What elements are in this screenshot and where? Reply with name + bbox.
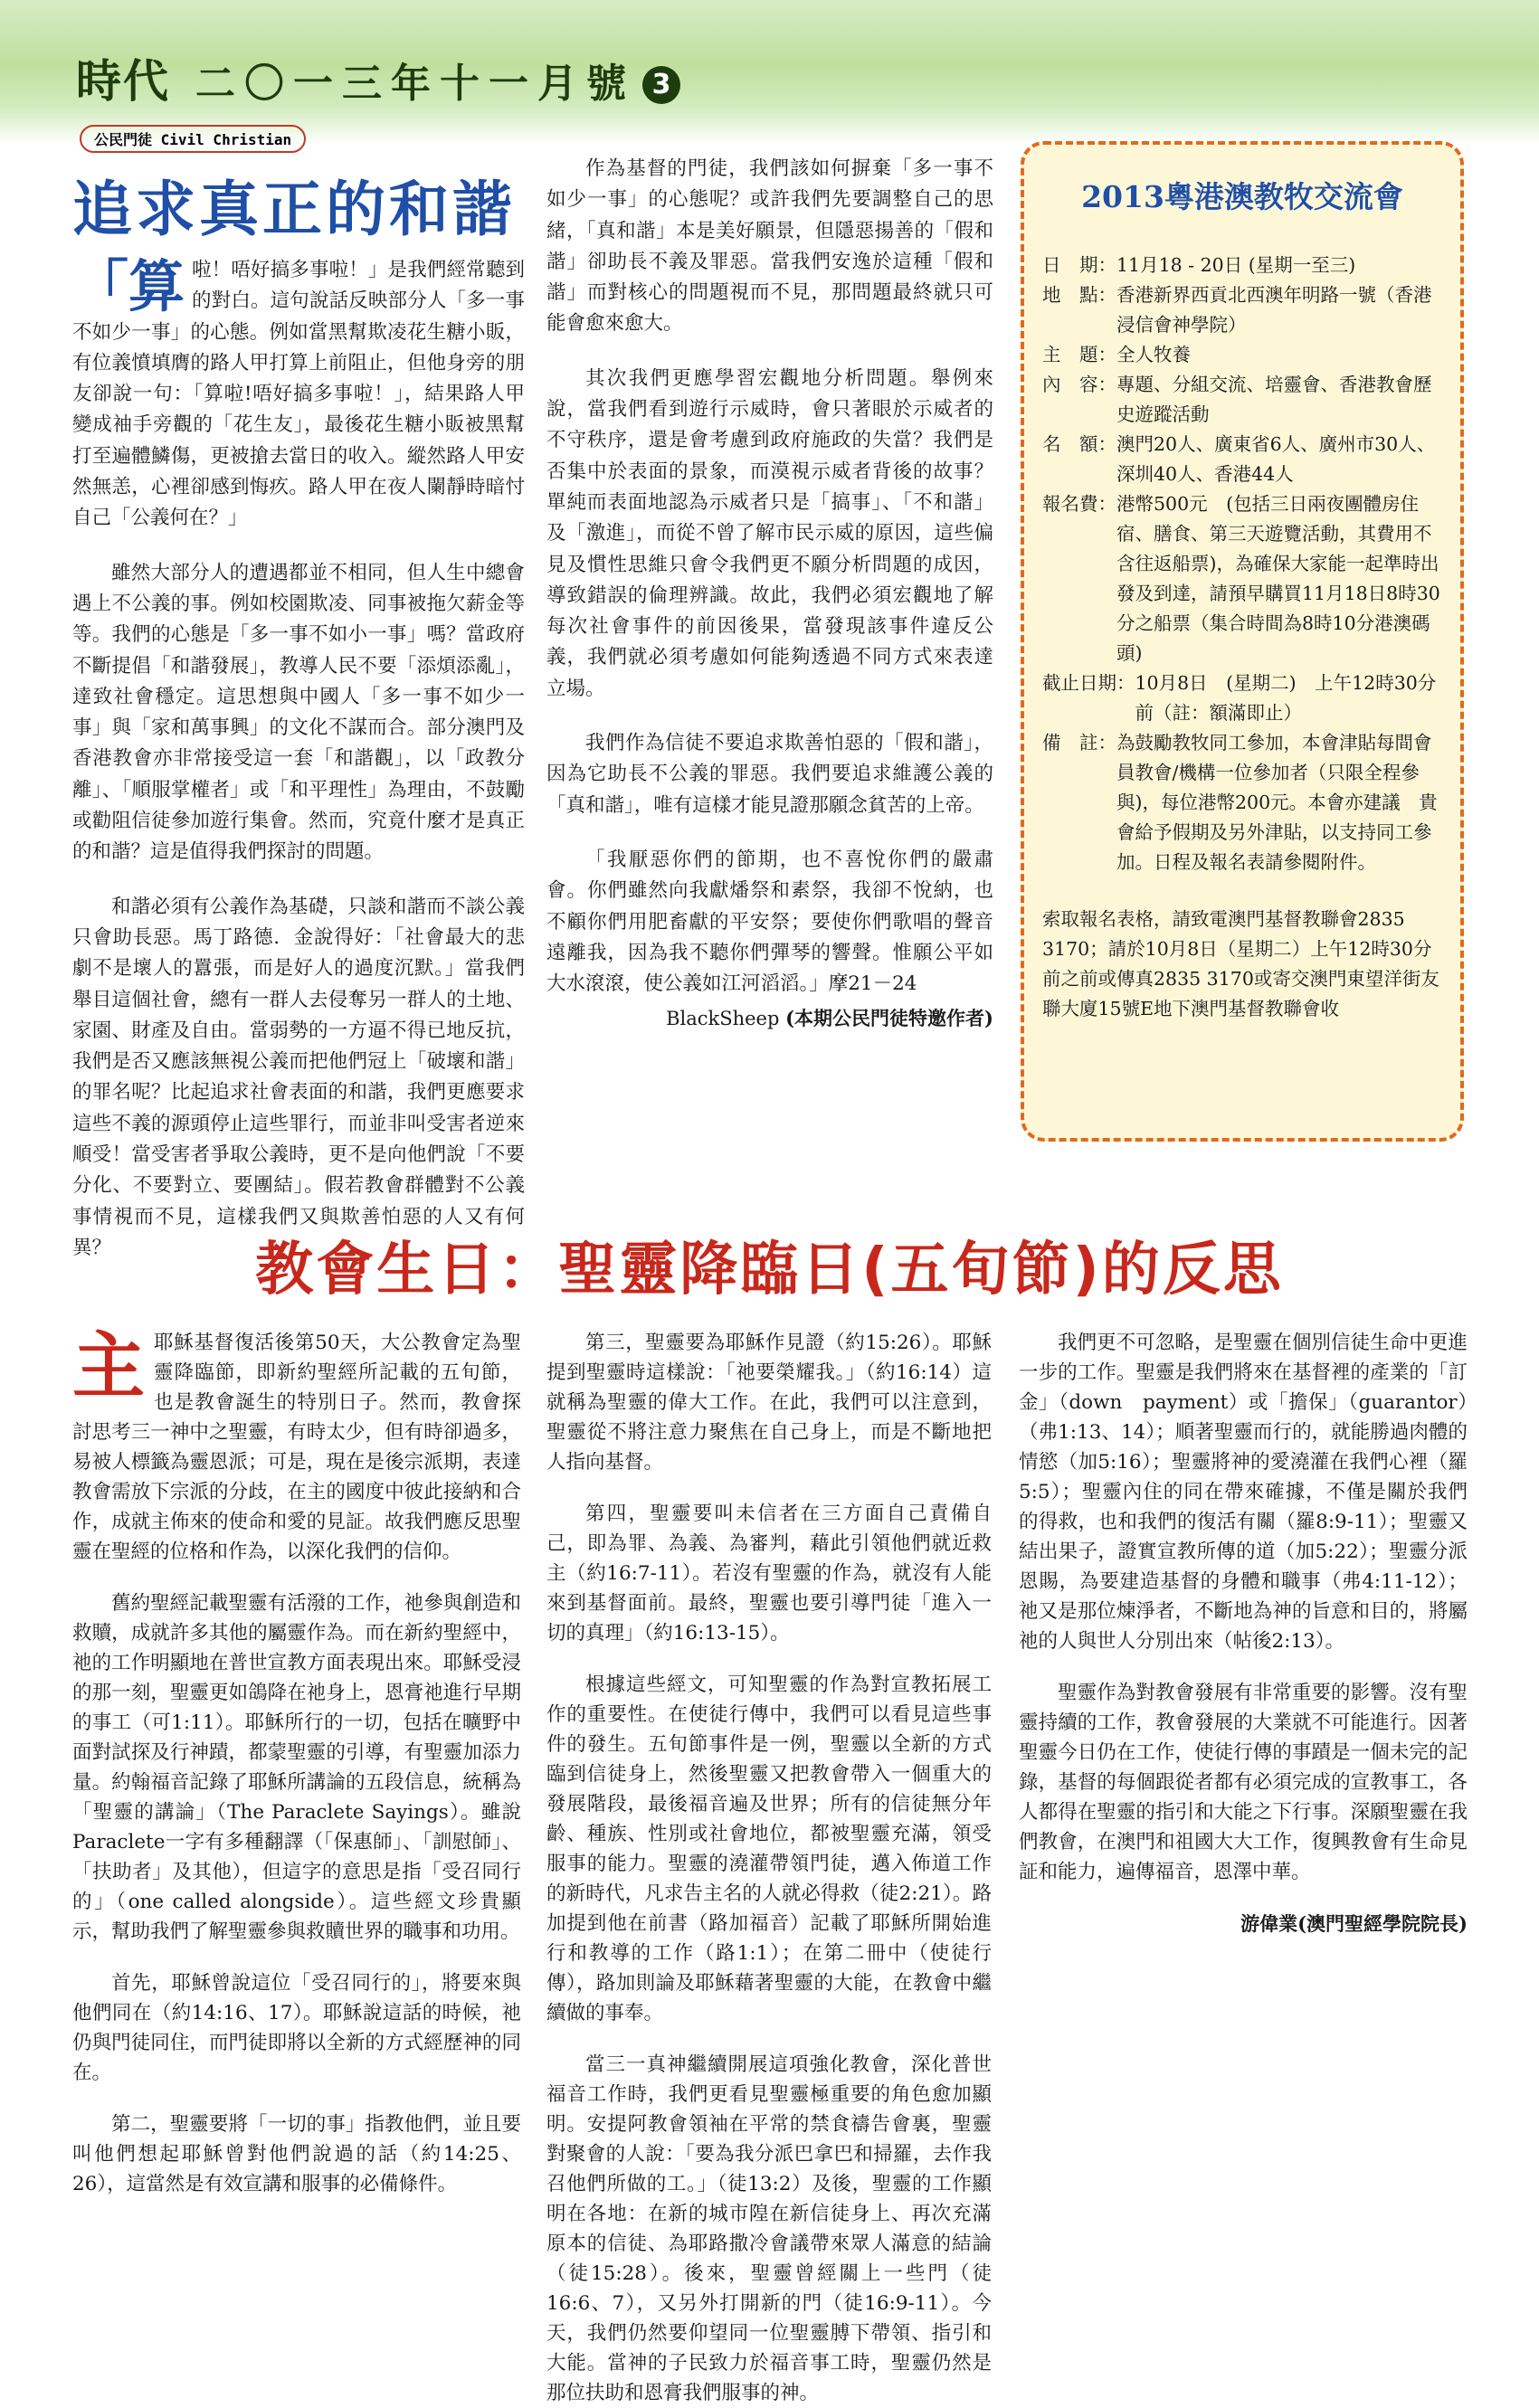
article1-paragraph: 作為基督的門徒，我們該如何摒棄「多一事不如少一事」的心態呢？或許我們先要調整自己的思緒，「真和諧」本是美好願景，但隱惡揚善的「假和諧」卻助長不義及罪惡。當我們安逸於這種「假和諧」而對核心的問題視而不見，那問題最終就只可能會愈來愈大。 (546, 157, 993, 336)
event-row-value: 香港新界西貢北西澳年明路一號（香港浸信會神學院） (1116, 284, 1432, 336)
event-info-box (1021, 141, 1464, 1142)
article1-paragraph: 我們作為信徒不要追求欺善怕惡的「假和諧」，因為它助長不公義的罪惡。我們要追求維護公義的「真和諧」，唯有這樣才能見證那願念貧苦的上帝。 (546, 732, 993, 817)
event-venue-row (1042, 280, 1442, 340)
article1-column-1 (72, 253, 525, 1259)
article2-column-2 (546, 1328, 992, 2404)
column-tag: 公民門徒 Civil Christian (80, 125, 306, 153)
event-quota-row (1042, 430, 1442, 489)
event-row-label: 內 容： (1042, 374, 1116, 395)
event-content-row (1042, 370, 1442, 430)
event-row-value: 專題、分組交流、培靈會、香港教會歷史遊蹤活動 (1116, 374, 1432, 425)
event-row-value: 澳門20人、廣東省6人、廣州市30人、深圳40人、香港44人 (1116, 433, 1436, 485)
article2-paragraph: 當三一真神繼續開展這項強化教會，深化普世福音工作時，我們更看見聖靈極重要的角色愈加顯明。安提阿教會領袖在平常的禁食禱告會裏，聖靈對聚會的人說：「要為我分派巴拿巴和掃羅，去作我召他們所做的工。」（徒13:2）及後，聖靈的工作顯明在各地：在新的城市隍在新信徒身上、再次充滿原本的信徒、為耶路撒冷會議帶來眾人滿意的結論（徒15:28）。後來，聖靈曾經關上一些門（徒16:6、7），又另外打開新的門（徒16:9-11）。今天，我們仍然要仰望同一位聖靈膊下帶領、指引和大能。當神的子民致力於福音事工時，聖靈仍然是那位扶助和恩膏我們服事的神。 (546, 2053, 992, 2404)
article2-author: 游偉業 (1240, 1912, 1298, 1935)
article1-column-2 (546, 154, 993, 1214)
event-row-value: 11月18 - 20日 (星期一至三) (1116, 254, 1356, 276)
event-row-label: 日 期： (1042, 254, 1116, 276)
event-row-value: 港幣500元 (包括三日兩夜團體房住宿、膳食、第三天遊覽活動，其費用不含往返船票)，為確保大家能一起準時出發及到達，請預早購買11月18日8時30分之船票（集合時間為8時10分港澳碼頭) (1116, 493, 1440, 664)
article1-paragraph: 啦！唔好搞多事啦！」是我們經常聽到的對白。這句說話反映部分人「多一事不如少一事」的心態。例如當黑幫欺凌花生糖小販，有位義憤填膺的路人甲打算上前阻止，但他身旁的朋友卻說一句：「算啦!唔好搞多事啦！」，結果路人甲變成袖手旁觀的「花生友」，最後花生糖小販被黑幫打至遍體鱗傷，更被搶去當日的收入。縱然路人甲安然無恙，心裡卻感到悔疚。路人甲在夜人闌靜時暗忖自己「公義何在？」 (72, 259, 525, 530)
article1-author: BlackSheep (666, 1008, 780, 1030)
article1-title: 追求真正的和諧 (72, 175, 516, 244)
article2-paragraph: 第四，聖靈要叫未信者在三方面自己責備自己，即為罪、為義、為審判，藉此引領他們就近救主（約16:7-11）。若沒有聖靈的作為，就沒有人能來到基督面前。最終，聖靈也要引導門徒「進入一切的真理」（約16:13-15）。 (546, 1503, 992, 1645)
article2-title: 教會生日：聖靈降臨日(五旬節)的反思 (255, 1237, 1284, 1304)
event-fee-row (1042, 489, 1442, 668)
event-row-label: 主 題： (1042, 344, 1116, 365)
event-deadline-row (1042, 668, 1442, 728)
event-row-label: 名 額： (1042, 433, 1116, 455)
article1-quote: 「我厭惡你們的節期，也不喜悅你們的嚴肅會。你們雖然向我獻燔祭和素祭，我卻不悅納，也不顧你們用肥畜獻的平安祭；要使你們歌唱的聲音遠離我，因為我不聽你們彈琴的響聲。惟願公平如大水滾滾，使公義如江河滔滔。」摩21－24 (546, 848, 993, 996)
event-remarks-row (1042, 728, 1442, 877)
event-row-label: 地 點： (1042, 284, 1116, 306)
article2-paragraph: 聖靈作為對教會發展有非常重要的影響。沒有聖靈持續的工作，教會發展的大業就不可能進行。因著聖靈今日仍在工作，使徒行傳的事蹟是一個未完的記錄，基督的每個跟從者都有必須完成的宣教事工，各人都得在聖靈的指引和大能之下行事。深願聖靈在我們教會，在澳門和祖國大大工作，復興教會有生命見証和能力，遍傳福音，恩澤中華。 (1019, 1682, 1468, 1883)
article1-byline (546, 1003, 993, 1034)
event-row-label: 備 註： (1042, 732, 1116, 754)
article2-paragraph: 第三，聖靈要為耶穌作見證（約15:26）。耶穌提到聖靈時這樣說：「祂要榮耀我。」（約16:14）這就稱為聖靈的偉大工作。在此，我們可以注意到，聖靈從不將注意力聚焦在自己身上，而是不斷地把人指向基督。 (546, 1332, 992, 1474)
event-contact-info: 索取報名表格，請致電澳門基督教聯會2835 3170；請於10月8日（星期二）上午12時30分前之前或傳真2835 3170或寄交澳門東望洋街友聯大廈15號E地下澳門基督教聯會收 (1042, 908, 1439, 1019)
article2-column-1 (72, 1323, 521, 2287)
article2-paragraph: 第二，聖靈要將「一切的事」指教他們，並且要叫他們想起耶穌曾對他們說過的話（約14:25、26），這當然是有效宣講和服事的必備條件。 (72, 2113, 521, 2195)
article2-paragraph: 根據這些經文，可知聖靈的作為對宣教拓展工作的重要性。在使徒行傳中，我們可以看見這些事件的發生。五旬節事件是一例，聖靈以全新的方式臨到信徒身上，然後聖靈又把教會帶入一個重大的發展階段，最後福音遍及世界；所有的信徒無分年齡、種族、性別或社會地位，都被聖靈充滿，領受服事的能力。聖靈的澆灌帶領門徒，邁入佈道工作的新時代，凡求告主名的人就必得救（徒2:21）。路加提到他在前書（路加福音）記載了耶穌所開始進行和教導的工作（路1:1）；在第二冊中（使徒行傳），路加則論及耶穌藉著聖靈的大能，在教會中繼續做的事奉。 (546, 1673, 992, 2024)
article2-paragraph: 耶穌基督復活後第50天，大公教會定為聖靈降臨節，即新約聖經所記載的五旬節，也是教會誕生的特別日子。然而，教會探討思考三一神中之聖靈，有時太少，但有時卻過多，易被人標籤為靈恩派；可是，現在是後宗派期，表達教會需放下宗派的分歧，在主的國度中彼此接納和合作，成就主佈來的使命和愛的見証。故我們應反思聖靈在聖經的位格和作為，以深化我們的信仰。 (72, 1332, 521, 1563)
issue-date: 二〇一三年十一月號 (195, 61, 635, 107)
masthead (76, 45, 680, 110)
article2-paragraph: 我們更不可忽略，是聖靈在個別信徒生命中更進一步的工作。聖靈是我們將來在基督裡的產業的「訂金」（down payment）或「擔保」（guarantor）（弗1:13、14）；順著聖靈而行的，就能勝過肉體的情慾（加5:16）；聖靈將神的愛澆灌在我們心裡（羅5:5）；聖靈內住的同在帶來確據，不僅是關於我們的得救，也和我們的復活有關（羅8:9-11）；聖靈又結出果子，證實宣教所傳的道（加5:22）；聖靈分派恩賜，為要建造基督的身體和職事（弗4:11-12）；祂又是那位煉淨者，不斷地為神的旨意和目的，將屬祂的人與世人分別出來（帖後2:13）。 (1019, 1332, 1468, 1653)
article1-dropcap: 「算 (72, 253, 185, 319)
article1-paragraph: 和諧必須有公義作為基礎，只談和諧而不談公義只會助長惡。馬丁路德．金說得好：「社會最大的悲劇不是壞人的囂張，而是好人的過度沉默。」當我們舉目這個社會，總有一群人去侵奪另一群人的土地、家園、財產及自由。當弱勢的一方逼不得已地反抗，我們是否又應該無視公義而把他們冠上「破壞和諧」的罪名呢？比起追求社會表面的和諧，我們更應要求這些不義的源頭停止這些罪行，而並非叫受害者逆來順受！當受害者爭取公義時，更不是向他們說「不要分化、不要對立、要團結」。假若教會群體對不公義事情視而不見，這樣我們又與欺善怕惡的人又有何異？ (72, 895, 525, 1259)
page-number-badge: 3 (642, 66, 680, 104)
event-row-value: 10月8日 (星期二) 上午12時30分前（註：額滿即止） (1135, 672, 1437, 724)
article2-author-note: (澳門聖經學院院長) (1297, 1912, 1468, 1935)
event-row-value: 全人牧養 (1116, 344, 1191, 365)
article1-paragraph: 雖然大部分人的遭遇都並不相同，但人生中總會遇上不公義的事。例如校園欺凌、同事被拖欠薪金等等。我們的心態是「多一事不如小一事」嗎？當政府不斷提倡「和諧發展」，教導人民不要「添煩添亂」，達致社會穩定。這思想與中國人「多一事不如少一事」與「家和萬事興」的文化不謀而合。部分澳門及香港教會亦非常接受這一套「和諧觀」，以「政教分離」、「順服掌權者」或「和平理性」為理由，不鼓勵或勸阻信徒參加遊行集會。然而，究竟什麼才是真正的和諧？這是值得我們探討的問題。 (72, 561, 525, 864)
event-row-label: 報名費： (1042, 493, 1116, 515)
event-theme-row (1042, 340, 1442, 370)
event-date-row (1042, 251, 1442, 280)
article2-byline (1019, 1909, 1468, 1939)
publication-name: 時代 (76, 55, 170, 108)
article2-dropcap: 主 (72, 1323, 145, 1408)
article2-paragraph: 舊約聖經記載聖靈有活潑的工作，祂參與創造和救贖，成就許多其他的屬靈作為。而在新約聖經中，祂的工作明顯地在普世宣教方面表現出來。耶穌受浸的那一刻，聖靈更如鴿降在祂身上，恩膏祂進行早期的事工（可1:11）。耶穌所行的一切，包括在曠野中面對試探及行神蹟，都蒙聖靈的引導，有聖靈加添力量。約翰福音記錄了耶穌所講論的五段信息，統稱為「聖靈的講論」（The Paraclete Sayings）。雖說Paraclete一字有多種翻譯（「保惠師」、「訓慰師」、「扶助者」及其他），但這字的意思是指「受召同行的」（one called alongside）。這些經文珍貴顯示，幫助我們了解聖靈參與救贖世界的職事和功用。 (72, 1592, 521, 1943)
article1-author-note: (本期公民門徒特邀作者) (785, 1007, 993, 1030)
event-row-value: 為鼓勵教牧同工參加，本會津貼每間會員教會/機構一位參加者（只限全程參與)，每位港幣200元。本會亦建議 貴會給予假期及另外津貼，以支持同工參加。日程及報名表請參閱附件。 (1116, 732, 1438, 873)
article1-paragraph: 其次我們更應學習宏觀地分析問題。舉例來說，當我們看到遊行示威時，會只著眼於示威者的不守秩序，還是會考慮到政府施政的失當？我們是否集中於表面的景象，而漠視示威者背後的故事？單純而表面地認為示威者只是「搞事」、「不和諧」及「激進」，而從不曾了解市民示威的原因，這些偏見及慣性思維只會令我們更不願分析問題的成因，導致錯誤的倫理辨識。故此，我們必須宏觀地了解每次社會事件的前因後果，當發現該事件違反公義，我們就必須考慮如何能夠透過不同方式來表達立場。 (546, 366, 993, 700)
article2-column-3 (1019, 1328, 1468, 2287)
article2-paragraph: 首先，耶穌曾說這位「受召同行的」，將要來與他們同在（約14:16、17）。耶穌說這話的時候，祂仍與門徒同住，而門徒即將以全新的方式經歷神的同在。 (72, 1972, 521, 2084)
event-title: 2013粵港澳教牧交流會 (1081, 179, 1403, 214)
event-row-label: 截止日期： (1042, 672, 1135, 694)
